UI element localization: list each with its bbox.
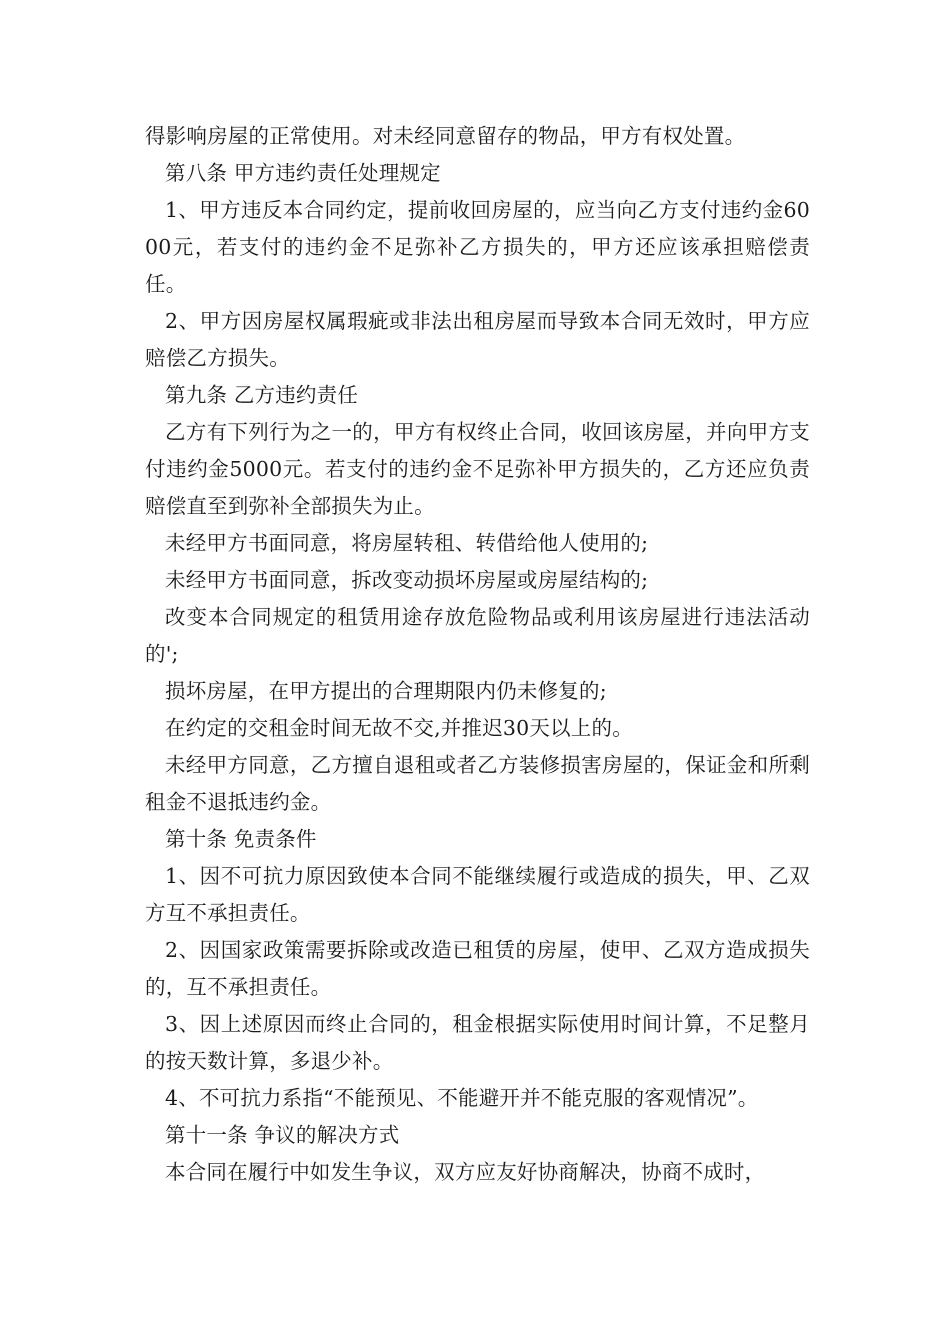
article-9-deposit: 未经甲方同意，乙方擅自退租或者乙方装修损害房屋的，保证金和所剩租金不退抵违约金。 <box>145 753 810 814</box>
article-8-heading: 第八条 甲方违约责任处理规定 <box>165 161 441 185</box>
article-9-heading: 第九条 乙方违约责任 <box>165 383 359 407</box>
article-10-clause-4: 4、不可抗力系指“不能预见、不能避开并不能克服的客观情况”。 <box>165 1086 759 1110</box>
article-11-heading: 第十一条 争议的解决方式 <box>165 1123 400 1147</box>
article-9-item-alter: 未经甲方书面同意，拆改变动损坏房屋或房屋结构的; <box>165 568 649 592</box>
article-10-clause-2: 2、因国家政策需要拆除或改造已租赁的房屋，使甲、乙双方造成损失的，互不承担责任。 <box>145 938 810 999</box>
article-9-item-sublet: 未经甲方书面同意，将房屋转租、转借给他人使用的; <box>165 531 649 555</box>
article-9-item-late-rent: 在约定的交租金时间无故不交,并推迟30天以上的。 <box>165 716 633 740</box>
article-10-clause-3: 3、因上述原因而终止合同的，租金根据实际使用时间计算，不足整月的按天数计算，多退少补。 <box>145 1012 810 1073</box>
document-page <box>145 118 810 1191</box>
article-9-item-damage: 损坏房屋，在甲方提出的合理期限内仍未修复的; <box>165 679 607 703</box>
article-8-clause-2: 2、甲方因房屋权属瑕疵或非法出租房屋而导致本合同无效时，甲方应赔偿乙方损失。 <box>145 309 810 370</box>
paragraph-continuation: 得影响房屋的正常使用。对未经同意留存的物品，甲方有权处置。 <box>145 124 746 148</box>
article-10-clause-1: 1、因不可抗力原因致使本合同不能继续履行或造成的损失，甲、乙双方互不承担责任。 <box>145 864 810 925</box>
article-10-heading: 第十条 免责条件 <box>165 827 317 851</box>
article-8-clause-1: 1、甲方违反本合同约定，提前收回房屋的，应当向乙方支付违约金6000元，若支付的违约金不足弥补乙方损失的，甲方还应该承担赔偿责任。 <box>145 198 810 296</box>
article-9-item-illegal-use: 改变本合同规定的租赁用途存放危险物品或利用该房屋进行违法活动的'; <box>145 605 810 666</box>
article-9-intro: 乙方有下列行为之一的，甲方有权终止合同，收回该房屋，并向甲方支付违约金5000元。若支付的违约金不足弥补甲方损失的，乙方还应负责赔偿直至到弥补全部损失为止。 <box>145 420 810 518</box>
article-11-body: 本合同在履行中如发生争议，双方应友好协商解决，协商不成时， <box>165 1160 766 1184</box>
